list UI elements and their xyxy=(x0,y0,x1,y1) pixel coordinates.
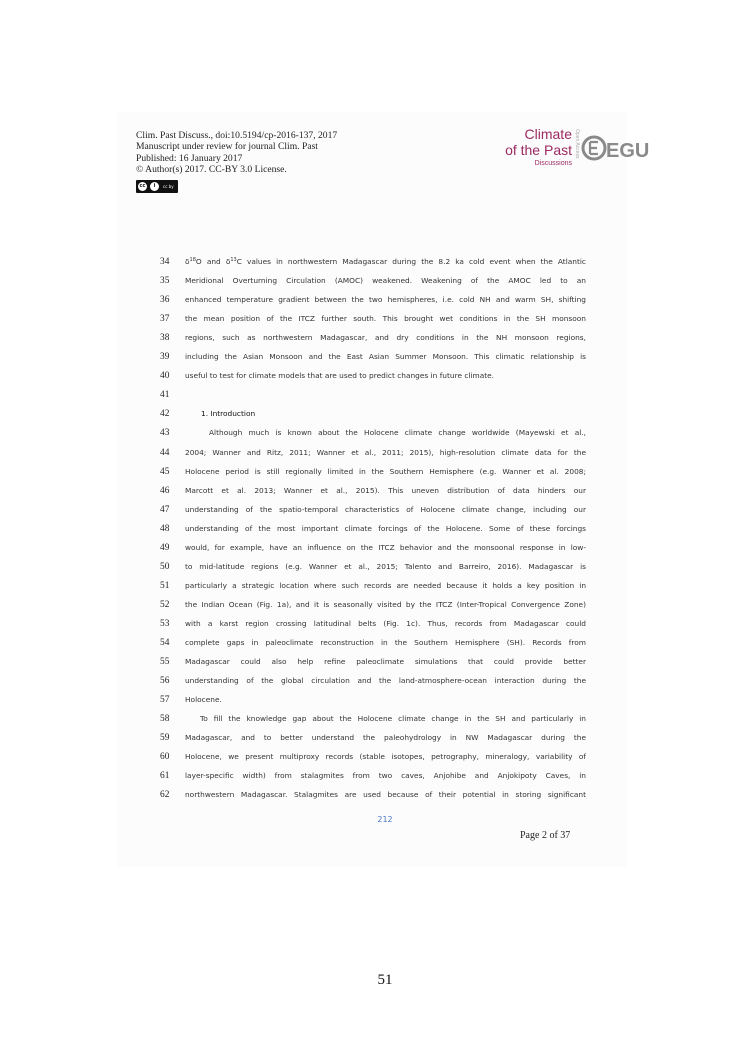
manuscript-line xyxy=(160,750,586,764)
line-number: 45 xyxy=(160,466,170,477)
line-number: 42 xyxy=(160,409,170,420)
manuscript-line xyxy=(160,598,586,612)
manuscript-line xyxy=(160,331,586,345)
line-number: 38 xyxy=(160,333,170,344)
line-text: understanding of the global circulation and the land-atmosphere-ocean interaction during the xyxy=(185,676,586,686)
line-text: To fill the knowledge gap about the Holocene climate change in the SH and particularly in xyxy=(200,714,586,724)
outer-page-number: 51 xyxy=(377,972,393,988)
manuscript-line xyxy=(160,388,586,402)
line-number: 44 xyxy=(160,447,170,458)
journal-logo-line3: Discussions xyxy=(534,160,572,167)
cc-icon: cc xyxy=(139,183,146,189)
line-number: 55 xyxy=(160,657,170,668)
manuscript-line xyxy=(160,731,586,745)
manuscript-line xyxy=(160,769,586,783)
citation-doi: Clim. Past Discuss., doi:10.5194/cp-2016-137, 2017 xyxy=(136,130,338,141)
line-number: 41 xyxy=(160,390,170,401)
line-number: 35 xyxy=(160,276,170,287)
manuscript-line xyxy=(160,293,586,307)
line-text: enhanced temperature gradient between the two hemispheres, i.e. cold NH and warm SH, shifting xyxy=(185,295,586,305)
line-number: 39 xyxy=(160,352,170,363)
line-text: Although much is known about the Holocene climate change worldwide (Mayewski et al., xyxy=(209,428,586,438)
egu-logo-icon xyxy=(582,133,650,165)
line-text: $\delta^{18}O$ and $\delta^{13}C$ values in northwestern Madagascar during the 8.2 ka cold event when the Atlantic xyxy=(185,257,586,266)
section-heading: 1. Introduction xyxy=(201,409,256,419)
manuscript-line xyxy=(160,617,586,631)
line-number: 49 xyxy=(160,542,170,553)
manuscript-line xyxy=(160,426,586,440)
line-number: 37 xyxy=(160,314,170,325)
by-person-icon: i xyxy=(150,182,159,191)
line-text: Madagascar, and to better understand the paleohydrology in NW Madagascar during the xyxy=(185,733,586,743)
citation-header xyxy=(136,130,466,175)
manuscript-line xyxy=(160,636,586,650)
manuscript-line xyxy=(160,274,586,288)
manuscript-line xyxy=(160,484,586,498)
line-text: complete gaps in paleoclimate reconstruction in the Southern Hemisphere (SH). Records from xyxy=(185,638,586,647)
line-text: Holocene, we present multiproxy records (stable isotopes, petrography, mineralogy, variability of xyxy=(185,752,586,762)
manuscript-line xyxy=(160,465,586,479)
line-text: the mean position of the ITCZ further south. This brought wet conditions in the SH monsoon xyxy=(185,314,586,324)
line-number: 36 xyxy=(160,295,170,306)
line-number: 56 xyxy=(160,676,170,687)
manuscript-line xyxy=(160,541,586,555)
line-number: 46 xyxy=(160,485,170,496)
line-text: northwestern Madagascar. Stalagmites are used because of their potential in storing significant xyxy=(185,790,586,800)
inner-page-number: 212 xyxy=(377,815,393,824)
line-number: 58 xyxy=(160,714,170,725)
license-badge-text: cc by xyxy=(163,184,174,189)
manuscript-line xyxy=(160,579,586,593)
line-text: the Indian Ocean (Fig. 1a), and it is seasonally visited by the ITCZ (Inter-Tropical Convergence Zone) xyxy=(185,599,586,609)
line-text: understanding of the most important climate forcings of the Holocene. Some of these forcings xyxy=(185,523,586,533)
line-text: Holocene. xyxy=(185,695,222,705)
manuscript-line xyxy=(160,655,586,669)
line-number: 57 xyxy=(160,695,170,706)
manuscript-line xyxy=(160,522,586,536)
line-text: understanding of the spatio-temporal characteristics of Holocene climate change, including our xyxy=(185,504,586,514)
journal-logo-line1: Climate xyxy=(524,126,572,142)
manuscript-line xyxy=(160,350,586,364)
manuscript-line xyxy=(160,446,586,460)
line-number: 59 xyxy=(160,733,170,744)
line-number: 60 xyxy=(160,752,170,763)
open-access-label: Open Access xyxy=(574,129,580,159)
line-text: Meridional Overturning Circulation (AMOC) weakened. Weakening of the AMOC led to an xyxy=(185,276,586,286)
line-text: Holocene period is still regionally limited in the Southern Hemisphere (e.g. Wanner et al. 2008; xyxy=(185,466,586,476)
manuscript-line xyxy=(160,503,586,517)
egu-logo-text: EGU xyxy=(606,140,650,162)
line-number: 61 xyxy=(160,771,170,782)
manuscript-line xyxy=(160,693,586,707)
line-number: 51 xyxy=(160,580,170,591)
line-number: 50 xyxy=(160,561,170,572)
line-text: would, for example, have an influence on the ITCZ behavior and the monsoonal response in low- xyxy=(185,542,586,552)
line-number: 47 xyxy=(160,504,170,515)
line-text: 2004; Wanner and Ritz, 2011; Wanner et al., 2011; 2015), high-resolution climate data for the xyxy=(185,447,586,457)
manuscript-line xyxy=(160,560,586,574)
cc-by-license-badge xyxy=(136,180,178,193)
manuscript-line xyxy=(160,312,586,326)
line-number: 53 xyxy=(160,618,170,629)
line-text: Madagascar could also help refine paleoclimate simulations that could provide better xyxy=(185,657,586,667)
line-text: useful to test for climate models that are used to predict changes in future climate. xyxy=(185,371,495,381)
line-text: including the Asian Monsoon and the East Asian Summer Monsoon. This climatic relationship is xyxy=(185,352,586,362)
review-status: Manuscript under review for journal Clim. Past xyxy=(136,141,318,153)
manuscript-line xyxy=(160,674,586,688)
line-text: to mid-latitude regions (e.g. Wanner et al., 2015; Talento and Barreiro, 2016). Madagascar is xyxy=(185,561,586,571)
journal-logo xyxy=(500,125,650,175)
manuscript-line xyxy=(160,369,586,383)
line-text: regions, such as northwestern Madagascar, and dry conditions in the NH monsoon regions, xyxy=(185,333,586,343)
page-of-label: Page 2 of 37 xyxy=(520,830,571,841)
line-number: 34 xyxy=(160,257,170,267)
line-number: 40 xyxy=(160,371,170,382)
journal-logo-line2: of the Past xyxy=(505,142,572,158)
published-date: Published: 16 January 2017 xyxy=(136,152,243,164)
line-text: layer-specific width) from stalagmites from two caves, Anjohibe and Anjokipoty Caves, in xyxy=(185,771,586,781)
line-number: 62 xyxy=(160,790,170,801)
line-text: with a karst region crossing latitudinal belts (Fig. 1c). Thus, records from Madagascar could xyxy=(185,618,586,628)
manuscript-line xyxy=(160,788,586,802)
line-number: 52 xyxy=(160,599,170,610)
line-number: 54 xyxy=(160,638,170,648)
copyright-notice: © Author(s) 2017. CC-BY 3.0 License. xyxy=(136,163,287,175)
line-number: 43 xyxy=(160,428,170,439)
line-text: particularly a strategic location where such records are needed because it holds a key position in xyxy=(185,580,586,590)
line-text: Marcott et al. 2013; Wanner et al., 2015). This uneven distribution of data hinders our xyxy=(185,485,586,495)
line-number: 48 xyxy=(160,523,170,534)
manuscript-line xyxy=(160,712,586,726)
manuscript-line xyxy=(160,407,586,421)
manuscript-line xyxy=(160,255,586,269)
